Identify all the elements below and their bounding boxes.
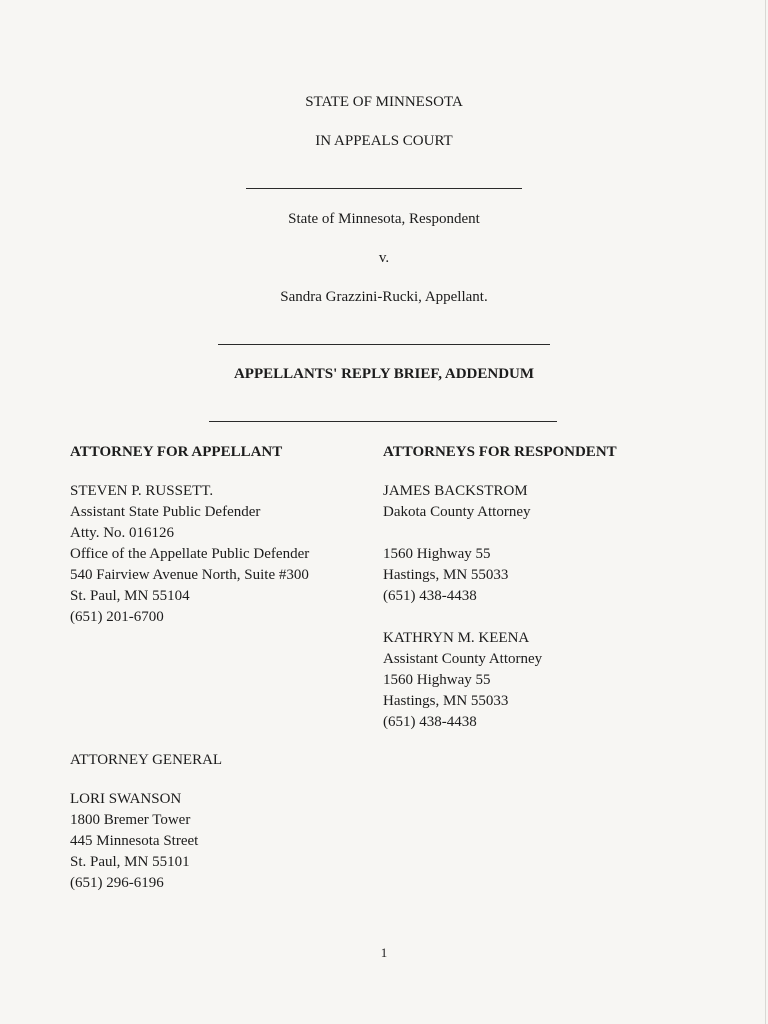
- attorney-general-block: [70, 789, 198, 894]
- respondent-attorney2-phone: (651) 438-4438: [383, 714, 477, 730]
- attorney-general-phone: (651) 296-6196: [70, 875, 164, 891]
- attorney-general-city: St. Paul, MN 55101: [70, 854, 190, 870]
- appellant-counsel-block: [70, 481, 309, 628]
- appellant-counsel-street: 540 Fairview Avenue North, Suite #300: [70, 567, 309, 583]
- divider-middle: [218, 344, 550, 345]
- spacer: [383, 607, 542, 628]
- attorney-general-name: LORI SWANSON: [70, 791, 182, 807]
- respondent-attorney2-city: Hastings, MN 55033: [383, 693, 509, 709]
- respondent-attorney2-name: KATHRYN M. KEENA: [383, 630, 530, 646]
- attorney-general-building: 1800 Bremer Tower: [70, 812, 191, 828]
- respondent-attorney1-title: Dakota County Attorney: [383, 504, 531, 520]
- attorney-general-street: 445 Minnesota Street: [70, 833, 199, 849]
- respondent-attorney1-street: 1560 Highway 55: [383, 546, 491, 562]
- attorney-general-heading: ATTORNEY GENERAL: [70, 752, 223, 768]
- respondent-attorney1-phone: (651) 438-4438: [383, 588, 477, 604]
- respondent-party: State of Minnesota, Respondent: [288, 211, 480, 227]
- appellant-counsel-name: STEVEN P. RUSSETT.: [70, 483, 214, 499]
- page-number: 1: [380, 945, 388, 960]
- respondent-attorney1-city: Hastings, MN 55033: [383, 567, 509, 583]
- respondent-counsel-heading: ATTORNEYS FOR RESPONDENT: [383, 444, 617, 460]
- document-title: APPELLANTS' REPLY BRIEF, ADDENDUM: [233, 366, 535, 382]
- court-heading: IN APPEALS COURT: [315, 133, 453, 149]
- appellant-counsel-heading: ATTORNEY FOR APPELLANT: [70, 444, 283, 460]
- appellant-counsel-title: Assistant State Public Defender: [70, 504, 261, 520]
- spacer: [383, 523, 542, 544]
- state-heading: STATE OF MINNESOTA: [305, 94, 463, 110]
- divider-bottom: [209, 421, 557, 422]
- appellant-counsel-atty-no: Atty. No. 016126: [70, 525, 175, 541]
- appellant-party: Sandra Grazzini-Rucki, Appellant.: [280, 289, 488, 305]
- respondent-attorney2-street: 1560 Highway 55: [383, 672, 491, 688]
- respondent-attorney1-name: JAMES BACKSTROM: [383, 483, 528, 499]
- page-edge-shadow: [765, 0, 766, 1024]
- appellant-counsel-city: St. Paul, MN 55104: [70, 588, 190, 604]
- versus-label: v.: [378, 250, 390, 266]
- respondent-attorney2-title: Assistant County Attorney: [383, 651, 543, 667]
- appellant-counsel-phone: (651) 201-6700: [70, 609, 164, 625]
- appellant-counsel-office: Office of the Appellate Public Defender: [70, 546, 310, 562]
- respondent-counsel-block: [383, 481, 542, 733]
- divider-top: [246, 188, 522, 189]
